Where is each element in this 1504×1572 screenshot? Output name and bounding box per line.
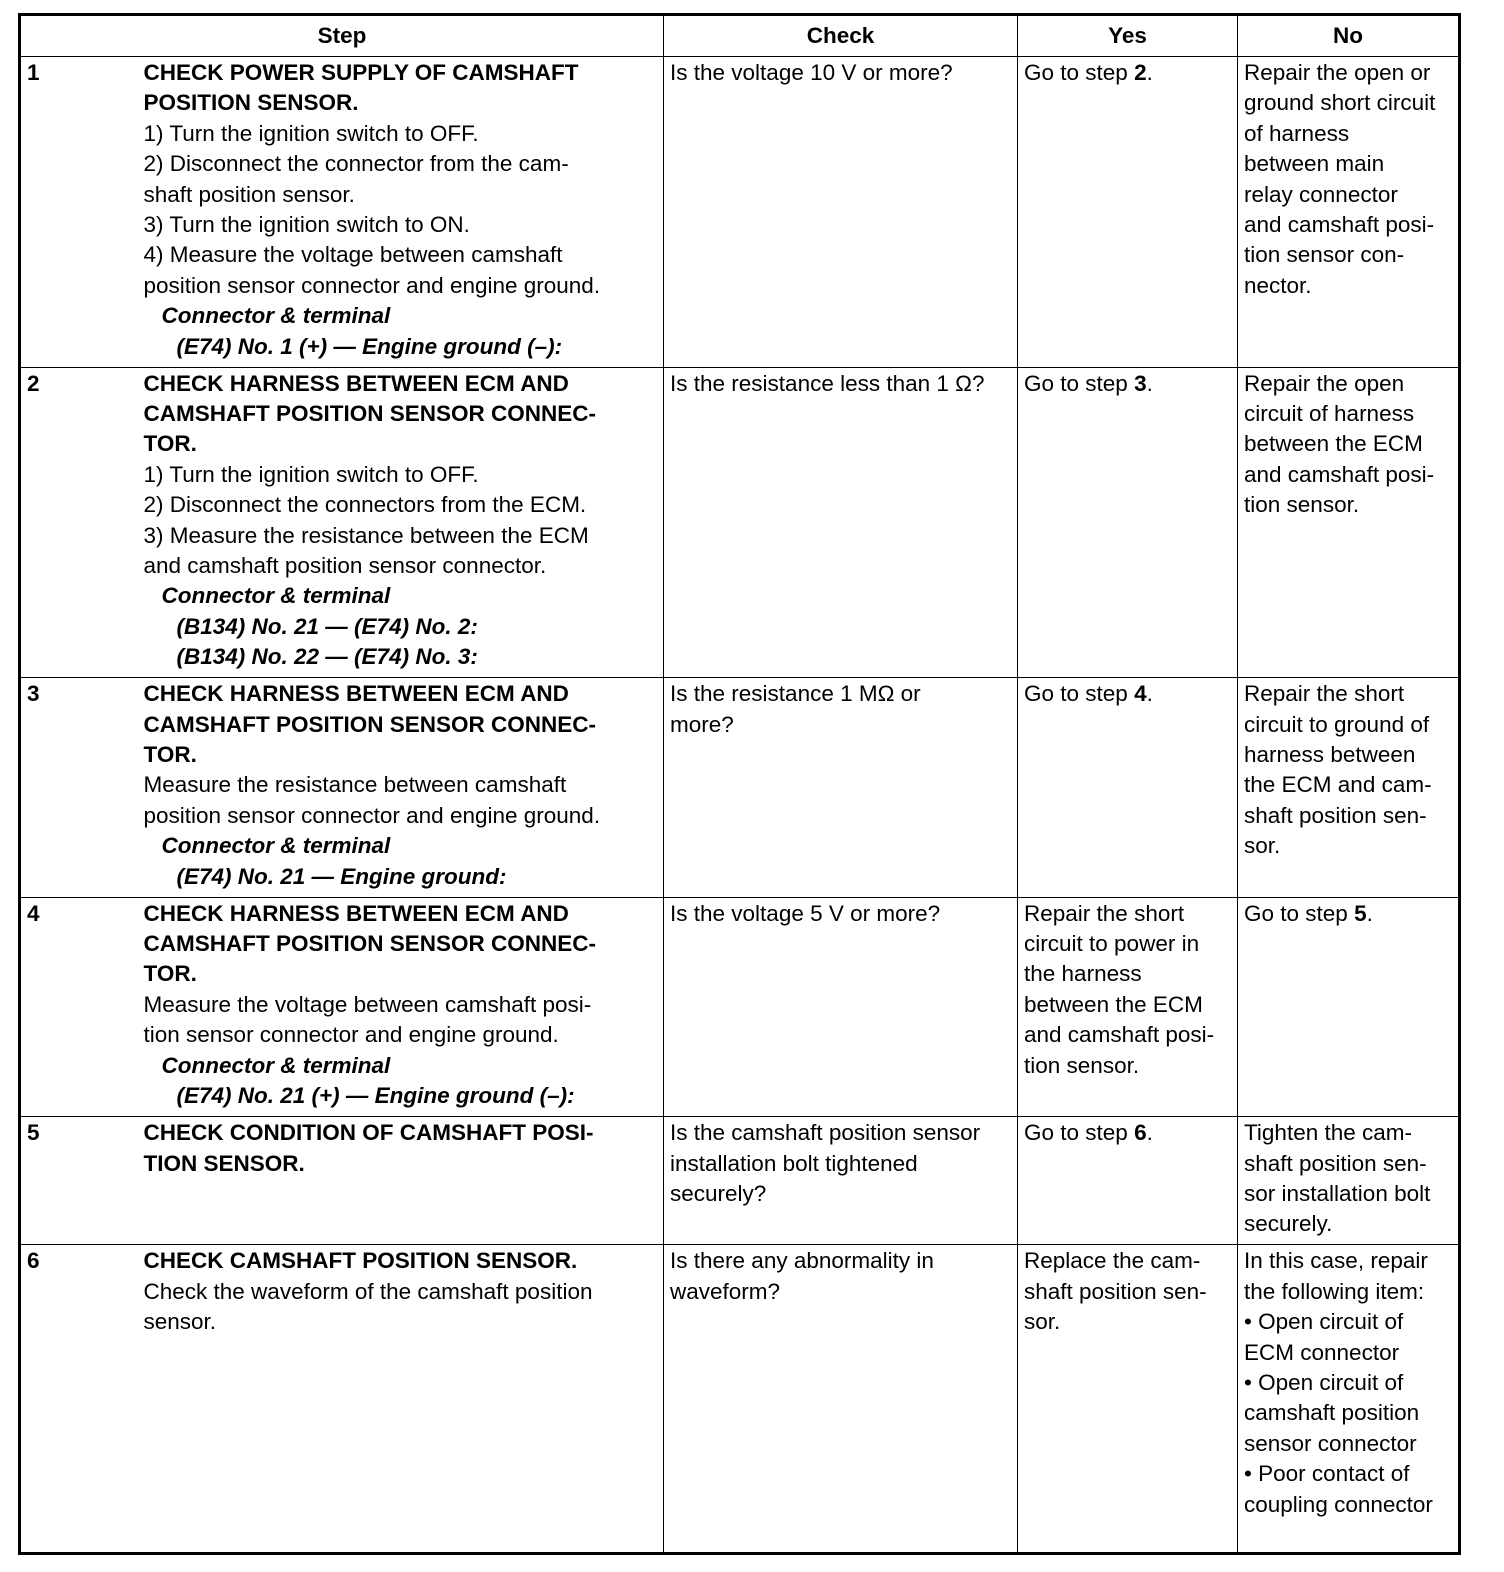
no-line: tion sensor. <box>1244 492 1360 518</box>
header-step: Step <box>20 15 664 57</box>
step-title-line: CHECK CAMSHAFT POSITION SENSOR. <box>143 1248 578 1274</box>
yes-cell <box>1018 897 1238 1116</box>
yes-step-number: 4 <box>1134 681 1147 707</box>
table-row <box>20 367 1460 678</box>
yes-cell <box>1018 367 1238 678</box>
step-number: 1 <box>20 57 138 368</box>
no-line: the ECM and cam- <box>1244 772 1432 798</box>
yes-suffix: . <box>1146 370 1153 396</box>
table-row <box>20 1245 1460 1554</box>
yes-line: and camshaft posi- <box>1024 1022 1215 1048</box>
table-row <box>20 678 1460 897</box>
yes-step-number: 2 <box>1134 60 1147 85</box>
check-cell <box>664 678 1018 897</box>
step-instruction: tion sensor connector and engine ground. <box>143 1022 559 1048</box>
yes-step-number: 6 <box>1134 1120 1147 1146</box>
yes-text: Go to step <box>1024 60 1135 85</box>
diagnostic-table <box>18 13 1461 1555</box>
step-instruction: Check the waveform of the camshaft position <box>143 1278 593 1304</box>
check-cell <box>664 1117 1018 1245</box>
yes-suffix: . <box>1146 60 1153 85</box>
check-line: Is the resistance 1 MΩ or <box>670 681 921 707</box>
yes-line: tion sensor. <box>1024 1052 1140 1078</box>
connector-terminal-item: (E74) No. 1 (+) — Engine ground (–): <box>176 333 563 359</box>
step-title-line: CHECK HARNESS BETWEEN ECM AND <box>143 681 569 707</box>
check-cell: Is the voltage 5 V or more? <box>664 897 1018 1116</box>
table-row <box>20 57 1460 368</box>
step-number: 4 <box>20 897 138 1116</box>
step-instruction: and camshaft position sensor connector. <box>143 553 547 579</box>
step-description <box>138 897 664 1116</box>
step-instruction: 4) Measure the voltage between camshaft <box>143 242 563 268</box>
step-number: 2 <box>20 367 138 678</box>
step-instruction: Measure the resistance between camshaft <box>143 772 567 798</box>
no-cell <box>1238 367 1460 678</box>
step-instruction: shaft position sensor. <box>143 181 355 207</box>
step-instruction: 1) Turn the ignition switch to OFF. <box>143 461 479 487</box>
no-line: securely. <box>1244 1211 1333 1237</box>
no-line: circuit of harness <box>1244 401 1415 427</box>
step-instruction: 2) Disconnect the connectors from the ECM. <box>143 492 587 518</box>
no-cell <box>1238 57 1460 368</box>
yes-line: shaft position sen- <box>1024 1278 1207 1304</box>
yes-cell <box>1018 57 1238 368</box>
step-title-line: TOR. <box>143 742 197 768</box>
step-description <box>138 57 664 368</box>
connector-terminal-item: (E74) No. 21 — Engine ground: <box>176 863 507 889</box>
step-instruction: 2) Disconnect the connector from the cam- <box>143 151 569 177</box>
connector-terminal-item: (E74) No. 21 (+) — Engine ground (–): <box>176 1083 575 1109</box>
yes-line: the harness <box>1024 961 1142 987</box>
yes-text: Go to step <box>1024 681 1135 707</box>
yes-text: Go to step <box>1024 1120 1135 1146</box>
header-no: No <box>1238 15 1460 57</box>
no-cell <box>1238 1117 1460 1245</box>
check-cell: Is the voltage 10 V or more? <box>664 57 1018 368</box>
check-line: Is there any abnormality in <box>670 1248 934 1274</box>
step-instruction: position sensor connector and engine ground. <box>143 272 601 298</box>
no-cell <box>1238 897 1460 1116</box>
no-line: circuit to ground of <box>1244 711 1430 737</box>
no-line: sor installation bolt <box>1244 1180 1431 1206</box>
bullet-item-continuation: camshaft position <box>1244 1400 1420 1426</box>
no-line: sor. <box>1244 833 1281 859</box>
yes-line: sor. <box>1024 1309 1061 1335</box>
no-line: between main <box>1244 151 1385 177</box>
connector-terminal-item: (B134) No. 22 — (E74) No. 3: <box>176 644 478 670</box>
step-title-line: TOR. <box>143 431 197 457</box>
yes-line: circuit to power in <box>1024 931 1200 957</box>
check-line: waveform? <box>670 1278 781 1304</box>
header-row <box>20 15 1460 57</box>
no-cell <box>1238 1245 1460 1554</box>
no-line: between the ECM <box>1244 431 1423 457</box>
no-line: shaft position sen- <box>1244 1150 1427 1176</box>
no-line: Repair the open <box>1244 370 1405 396</box>
step-title-line: CHECK POWER SUPPLY OF CAMSHAFT <box>143 60 579 85</box>
step-number: 3 <box>20 678 138 897</box>
connector-terminal-label: Connector & terminal <box>161 303 391 329</box>
step-instruction: position sensor connector and engine ground. <box>143 802 601 828</box>
check-line: more? <box>670 711 734 737</box>
no-suffix: . <box>1366 900 1373 926</box>
check-line: securely? <box>670 1180 767 1206</box>
step-title-line: POSITION SENSOR. <box>143 90 359 116</box>
step-title-line: CAMSHAFT POSITION SENSOR CONNEC- <box>143 711 597 737</box>
no-line: and camshaft posi- <box>1244 461 1435 487</box>
no-line: relay connector <box>1244 181 1398 207</box>
yes-cell <box>1018 1245 1238 1554</box>
step-title-line: TOR. <box>143 961 197 987</box>
header-check: Check <box>664 15 1018 57</box>
no-line: shaft position sen- <box>1244 802 1427 828</box>
step-title-line: CHECK HARNESS BETWEEN ECM AND <box>143 900 569 926</box>
no-line: of harness <box>1244 120 1350 146</box>
connector-terminal-label: Connector & terminal <box>161 833 391 859</box>
step-description <box>138 367 664 678</box>
no-line: tion sensor con- <box>1244 242 1405 268</box>
step-title-line: CHECK CONDITION OF CAMSHAFT POSI- <box>143 1120 594 1146</box>
yes-suffix: . <box>1146 681 1153 707</box>
yes-text: Go to step <box>1024 370 1135 396</box>
no-step-number: 5 <box>1354 900 1367 926</box>
no-line: Repair the open or <box>1244 60 1431 85</box>
step-description <box>138 678 664 897</box>
bullet-item: • Open circuit of <box>1244 1309 1404 1335</box>
bullet-item: • Open circuit of <box>1244 1369 1404 1395</box>
no-line: Tighten the cam- <box>1244 1120 1413 1146</box>
no-cell <box>1238 678 1460 897</box>
yes-line: Replace the cam- <box>1024 1248 1201 1274</box>
no-line: and camshaft posi- <box>1244 212 1435 238</box>
connector-terminal-item: (B134) No. 21 — (E74) No. 2: <box>176 613 478 639</box>
connector-terminal-label: Connector & terminal <box>161 1052 391 1078</box>
yes-cell <box>1018 678 1238 897</box>
yes-line: between the ECM <box>1024 991 1203 1017</box>
step-title-line: CHECK HARNESS BETWEEN ECM AND <box>143 370 569 396</box>
table-row <box>20 1117 1460 1245</box>
step-instruction: Measure the voltage between camshaft posi- <box>143 991 592 1017</box>
no-line: nector. <box>1244 272 1312 298</box>
step-instruction: sensor. <box>143 1309 217 1335</box>
yes-suffix: . <box>1146 1120 1153 1146</box>
check-cell: Is the resistance less than 1 Ω? <box>664 367 1018 678</box>
connector-terminal-label: Connector & terminal <box>161 583 391 609</box>
step-instruction: 1) Turn the ignition switch to OFF. <box>143 120 479 146</box>
no-line: In this case, repair <box>1244 1248 1428 1274</box>
check-line: installation bolt tightened <box>670 1150 918 1176</box>
step-description <box>138 1117 664 1245</box>
no-line: Repair the short <box>1244 681 1405 707</box>
no-line: ground short circuit <box>1244 90 1436 116</box>
step-number: 6 <box>20 1245 138 1554</box>
check-cell <box>664 1245 1018 1554</box>
no-text: Go to step <box>1244 900 1355 926</box>
bullet-item: • Poor contact of <box>1244 1461 1410 1487</box>
bullet-item-continuation: sensor connector <box>1244 1430 1417 1456</box>
no-line: harness between <box>1244 742 1416 768</box>
step-instruction: 3) Turn the ignition switch to ON. <box>143 212 470 238</box>
yes-step-number: 3 <box>1134 370 1147 396</box>
step-title-line: TION SENSOR. <box>143 1150 305 1176</box>
table-row <box>20 897 1460 1116</box>
header-yes: Yes <box>1018 15 1238 57</box>
step-title-line: CAMSHAFT POSITION SENSOR CONNEC- <box>143 931 597 957</box>
no-line: the following item: <box>1244 1278 1425 1304</box>
step-description <box>138 1245 664 1554</box>
check-line: Is the camshaft position sensor <box>670 1120 981 1146</box>
yes-cell <box>1018 1117 1238 1245</box>
step-title-line: CAMSHAFT POSITION SENSOR CONNEC- <box>143 401 597 427</box>
step-instruction: 3) Measure the resistance between the ECM <box>143 522 589 548</box>
bullet-item-continuation: coupling connector <box>1244 1491 1433 1517</box>
step-number: 5 <box>20 1117 138 1245</box>
bullet-item-continuation: ECM connector <box>1244 1339 1400 1365</box>
yes-line: Repair the short <box>1024 900 1185 926</box>
